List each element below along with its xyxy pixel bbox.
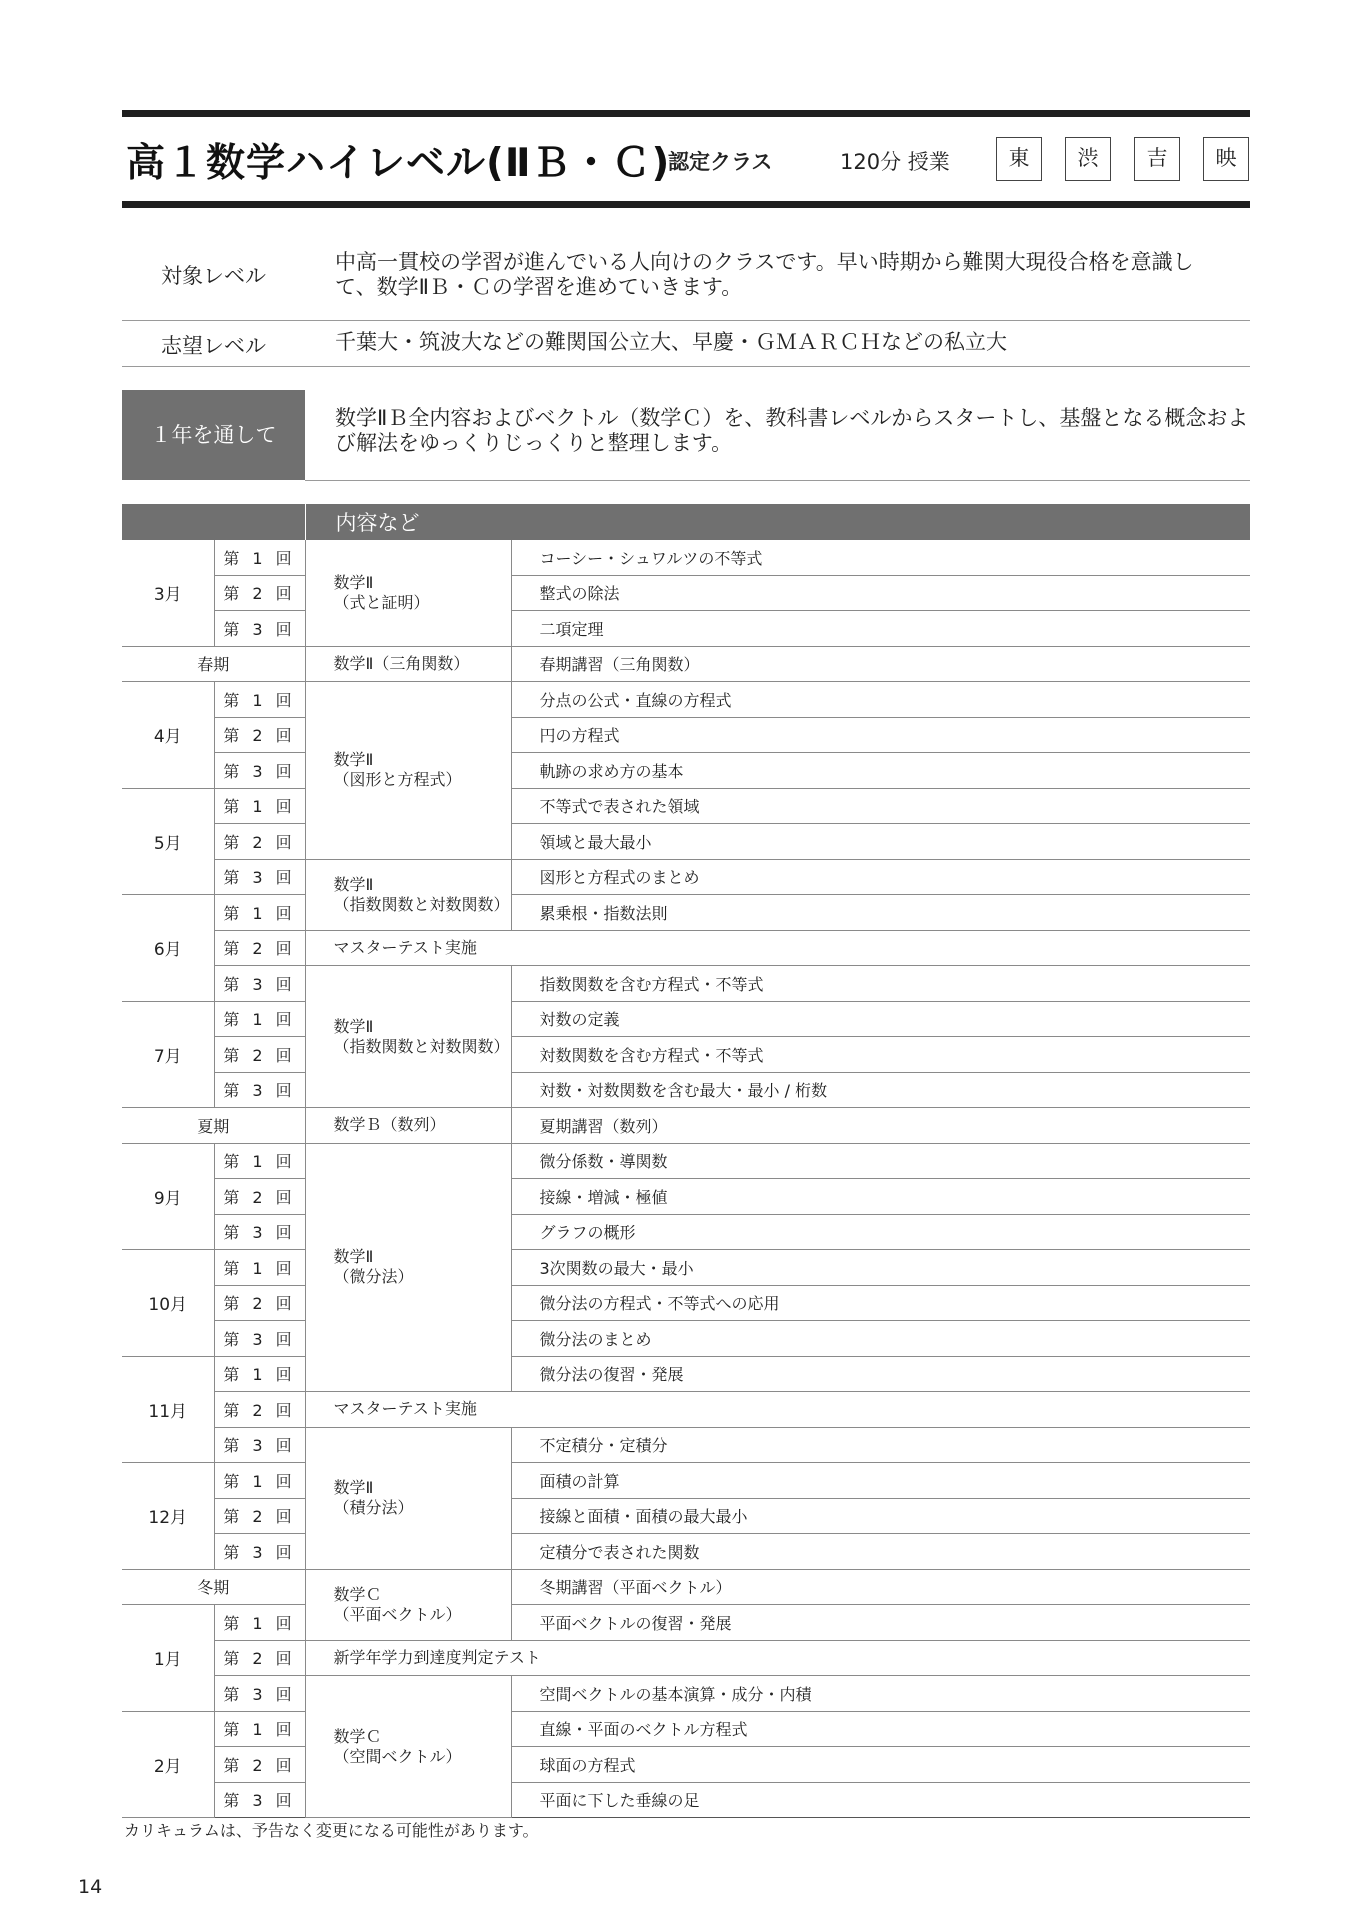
table-row: [122, 1392, 1250, 1428]
content-cell: 春期講習（三角関数）: [511, 646, 1250, 682]
table-row: [122, 930, 1250, 966]
campus-badge-shibu: 渋: [1065, 137, 1111, 181]
content-cell: 二項定理: [511, 611, 1250, 647]
session-label: 第 2 回: [214, 1498, 305, 1534]
content-cell: 平面に下した垂線の足: [511, 1782, 1250, 1818]
table-row: [122, 540, 1250, 575]
table-header-row: [122, 504, 1250, 540]
table-row: [122, 1037, 1250, 1073]
table-row: [122, 1108, 1250, 1144]
aspiration-level-label: 志望レベル: [161, 334, 266, 358]
subject-topic: （積分法）: [333, 1498, 414, 1517]
session-label: 第 1 回: [214, 540, 305, 575]
content-cell: 面積の計算: [511, 1463, 1250, 1499]
table-row: [122, 682, 1250, 718]
table-row: [122, 788, 1250, 824]
year-overview-text: 数学ⅡＢ全内容およびベクトル（数学Ｃ）を、教科書レベルからスタートし、基盤となる概念および解法をゆっくりじっくりと整理します。: [335, 406, 1249, 455]
session-label: 第 2 回: [214, 1037, 305, 1073]
content-cell: 冬期講習（平面ベクトル）: [511, 1569, 1250, 1605]
table-row: [122, 1072, 1250, 1108]
table-row: [122, 1001, 1250, 1037]
content-cell: 対数関数を含む方程式・不等式: [511, 1037, 1250, 1073]
content-cell: 夏期講習（数列）: [511, 1108, 1250, 1144]
session-label: 第 2 回: [214, 930, 305, 966]
content-cell: 対数の定義: [511, 1001, 1250, 1037]
table-row: [122, 1321, 1250, 1357]
content-cell: 図形と方程式のまとめ: [511, 859, 1250, 895]
content-cell: グラフの概形: [511, 1214, 1250, 1250]
subject-cell: [305, 1143, 511, 1392]
campus-badge-ei: 映: [1203, 137, 1249, 181]
session-label: 第 2 回: [214, 1179, 305, 1215]
page-title: 高１数学ハイレベル(ⅡＢ・Ｃ): [126, 141, 671, 186]
table-row: [122, 1605, 1250, 1641]
subject-cell: [305, 682, 511, 860]
content-cell: 空間ベクトルの基本演算・成分・内積: [511, 1676, 1250, 1712]
table-row: [122, 1711, 1250, 1747]
content-cell: 定積分で表された関数: [511, 1534, 1250, 1570]
session-label: 第 3 回: [214, 1072, 305, 1108]
certification-label: 認定クラス: [668, 150, 773, 174]
month-label: 1月: [122, 1605, 214, 1712]
table-row: [122, 611, 1250, 647]
table-row: [122, 1534, 1250, 1570]
header-blank-cell: [122, 504, 305, 540]
session-label: 第 2 回: [214, 1392, 305, 1428]
table-row: [122, 1143, 1250, 1179]
table-row: [122, 1285, 1250, 1321]
divider: [305, 480, 1250, 481]
content-cell: 累乗根・指数法則: [511, 895, 1250, 931]
session-label: 第 3 回: [214, 1534, 305, 1570]
content-cell: 3次関数の最大・最小: [511, 1250, 1250, 1286]
table-row: [122, 717, 1250, 753]
month-label: 5月: [122, 788, 214, 895]
session-label: 第 3 回: [214, 1782, 305, 1818]
content-cell: 微分法の復習・発展: [511, 1356, 1250, 1392]
session-label: 第 3 回: [214, 966, 305, 1002]
subject-topic: （空間ベクトル）: [333, 1746, 462, 1766]
content-cell: 軌跡の求め方の基本: [511, 753, 1250, 789]
subject-cell: [305, 1676, 511, 1818]
session-label: 第 1 回: [214, 1356, 305, 1392]
subject-cell: 数学Ⅱ（三角関数）: [305, 646, 511, 682]
subject-cell: [305, 1427, 511, 1569]
subject-topic: （図形と方程式）: [333, 770, 462, 790]
session-label: 第 3 回: [214, 753, 305, 789]
session-label: 第 3 回: [214, 611, 305, 647]
subject-name: 数学Ｃ: [333, 1584, 382, 1604]
divider: [122, 366, 1250, 367]
table-row: [122, 1569, 1250, 1605]
subject-cell: [305, 1569, 511, 1640]
content-cell: 球面の方程式: [511, 1747, 1250, 1783]
event-cell: マスターテスト実施: [305, 1392, 1250, 1428]
month-label: 9月: [122, 1143, 214, 1250]
table-row: [122, 1250, 1250, 1286]
session-label: 第 3 回: [214, 1676, 305, 1712]
session-label: 第 2 回: [214, 717, 305, 753]
table-row: [122, 1463, 1250, 1499]
session-label: 第 2 回: [214, 1640, 305, 1676]
subject-name: 数学Ⅱ: [333, 1016, 374, 1036]
event-cell: 新学年学力到達度判定テスト: [305, 1640, 1250, 1676]
title-top-rule: [122, 110, 1250, 117]
content-cell: 平面ベクトルの復習・発展: [511, 1605, 1250, 1641]
table-row: [122, 1214, 1250, 1250]
session-label: 第 1 回: [214, 895, 305, 931]
divider: [122, 320, 1250, 321]
session-label: 第 1 回: [214, 1463, 305, 1499]
month-label: 10月: [122, 1250, 214, 1357]
month-label: 2月: [122, 1711, 214, 1818]
session-label: 第 1 回: [214, 1001, 305, 1037]
session-label: 第 1 回: [214, 788, 305, 824]
content-cell: 円の方程式: [511, 717, 1250, 753]
table-row: [122, 1427, 1250, 1463]
table-row: [122, 1356, 1250, 1392]
campus-badge-higashi: 東: [996, 137, 1042, 181]
content-cell: コーシー・シュワルツの不等式: [511, 540, 1250, 575]
subject-name: 数学Ⅱ: [333, 1478, 374, 1497]
month-label: 3月: [122, 540, 214, 646]
title-bottom-rule: [122, 201, 1250, 208]
content-cell: 分点の公式・直線の方程式: [511, 682, 1250, 718]
subject-name: 数学Ⅱ: [333, 874, 374, 894]
curriculum-note: カリキュラムは、予告なく変更になる可能性があります。: [124, 1821, 539, 1840]
target-level-text: 中高一貫校の学習が進んでいる人向けのクラスです。早い時期から難関大現役合格を意識して、数学ⅡＢ・Ｃの学習を進めていきます。: [335, 250, 1194, 299]
subject-topic: （式と証明）: [333, 592, 430, 612]
content-cell: 微分係数・導関数: [511, 1143, 1250, 1179]
table-row: [122, 1498, 1250, 1534]
content-cell: 整式の除法: [511, 575, 1250, 611]
campus-badge-kichi: 吉: [1134, 137, 1180, 181]
table-row: [122, 824, 1250, 860]
subject-name: 数学Ｃ: [333, 1726, 382, 1746]
seasonal-label: 夏期: [122, 1108, 305, 1144]
content-cell: 接線・増減・極値: [511, 1179, 1250, 1215]
subject-topic: （微分法）: [333, 1267, 414, 1287]
subject-cell: 数学Ｂ（数列）: [305, 1108, 511, 1144]
subject-name: 数学Ⅱ: [333, 750, 374, 770]
month-label: 7月: [122, 1001, 214, 1108]
subject-cell: [305, 540, 511, 646]
duration-label: 120分 授業: [840, 150, 950, 174]
seasonal-label: 春期: [122, 646, 305, 682]
table-row: [122, 1676, 1250, 1712]
session-label: 第 3 回: [214, 859, 305, 895]
month-label: 6月: [122, 895, 214, 1002]
curriculum-table: [122, 504, 1250, 1818]
table-row: [122, 575, 1250, 611]
subject-cell: [305, 966, 511, 1108]
month-label: 4月: [122, 682, 214, 789]
content-cell: 指数関数を含む方程式・不等式: [511, 966, 1250, 1002]
month-label: 11月: [122, 1356, 214, 1463]
target-level-label: 対象レベル: [161, 264, 266, 288]
session-label: 第 2 回: [214, 824, 305, 860]
session-label: 第 3 回: [214, 1427, 305, 1463]
month-label: 12月: [122, 1463, 214, 1570]
subject-topic: （指数関数と対数関数）: [333, 1036, 510, 1056]
session-label: 第 1 回: [214, 1250, 305, 1286]
table-row: [122, 859, 1250, 895]
session-label: 第 3 回: [214, 1321, 305, 1357]
session-label: 第 2 回: [214, 1285, 305, 1321]
table-row: [122, 895, 1250, 931]
table-row: [122, 1747, 1250, 1783]
session-label: 第 1 回: [214, 1711, 305, 1747]
table-row: [122, 1782, 1250, 1818]
content-cell: 不定積分・定積分: [511, 1427, 1250, 1463]
session-label: 第 1 回: [214, 1143, 305, 1179]
subject-cell: [305, 859, 511, 930]
aspiration-level-text: 千葉大・筑波大などの難関国公立大、早慶・ＧＭＡＲＣＨなどの私立大: [335, 330, 1007, 354]
subject-name: 数学Ⅱ: [333, 572, 374, 592]
subject-topic: （平面ベクトル）: [333, 1604, 462, 1624]
subject-topic: （指数関数と対数関数）: [333, 894, 510, 914]
session-label: 第 2 回: [214, 1747, 305, 1783]
table-row: [122, 1179, 1250, 1215]
session-label: 第 1 回: [214, 682, 305, 718]
year-overview-label: １年を通して: [122, 390, 305, 480]
content-cell: 接線と面積・面積の最大最小: [511, 1498, 1250, 1534]
subject-name: 数学Ⅱ: [333, 1247, 374, 1267]
column-header-content: 内容など: [305, 504, 1250, 540]
seasonal-label: 冬期: [122, 1569, 305, 1605]
content-cell: 直線・平面のベクトル方程式: [511, 1711, 1250, 1747]
session-label: 第 1 回: [214, 1605, 305, 1641]
event-cell: マスターテスト実施: [305, 930, 1250, 966]
content-cell: 対数・対数関数を含む最大・最小 / 桁数: [511, 1072, 1250, 1108]
table-row: [122, 753, 1250, 789]
content-cell: 微分法の方程式・不等式への応用: [511, 1285, 1250, 1321]
session-label: 第 2 回: [214, 575, 305, 611]
table-row: [122, 646, 1250, 682]
table-row: [122, 966, 1250, 1002]
content-cell: 微分法のまとめ: [511, 1321, 1250, 1357]
session-label: 第 3 回: [214, 1214, 305, 1250]
page-number: 14: [78, 1876, 103, 1898]
content-cell: 領域と最大最小: [511, 824, 1250, 860]
content-cell: 不等式で表された領域: [511, 788, 1250, 824]
table-row: [122, 1640, 1250, 1676]
